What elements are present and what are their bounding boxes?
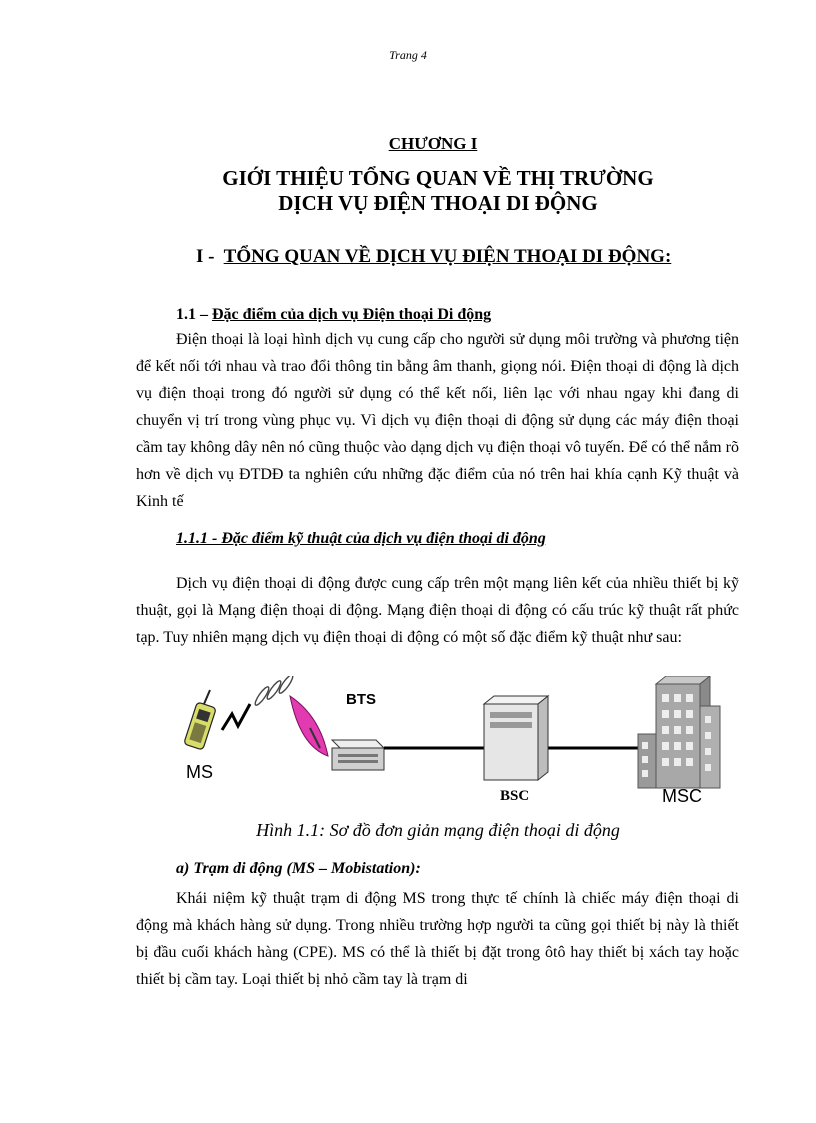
label-bsc: BSC — [500, 788, 530, 804]
label-ms: MS — [186, 762, 213, 782]
heading-mobile-station: a) Trạm di động (MS – Mobistation): — [176, 860, 421, 877]
chapter-title — [0, 166, 816, 216]
paragraph-mobile-station: Khái niệm kỹ thuật trạm di động MS trong thực tế chính là chiếc máy điện thoại di động mà khách hàng sử dụng. Trong nhiều trường hợp người ta cũng gọi thiết bị này là thiết bị đầu cuối khách hàng (CPE). MS có thể là thiết bị đặt trong ôtô hay thiết bị xách tay hoặc thiết bị cầm tay. Loại thiết bị nhỏ cầm tay là trạm di — [136, 890, 739, 988]
subsection-heading — [176, 306, 491, 324]
mobile-phone-icon — [184, 690, 217, 750]
subsubsection-heading: 1.1.1 - Đặc điểm kỹ thuật của dịch vụ điện thoại di động — [176, 530, 546, 547]
radio-wave-icon — [222, 704, 250, 730]
subsection-number: 1.1 – — [176, 306, 208, 323]
signal-arcs-icon — [253, 676, 295, 707]
chapter-title-line-1: GIỚI THIỆU TỔNG QUAN VỀ THỊ TRƯỜNG — [222, 166, 654, 190]
section-prefix: I - — [196, 246, 215, 267]
page-number: Trang 4 — [389, 48, 427, 62]
chapter-title-line-2: DỊCH VỤ ĐIỆN THOẠI DI ĐỘNG — [278, 191, 598, 215]
figure-caption: Hình 1.1: Sơ đồ đơn giản mạng điện thoại di động — [256, 820, 620, 840]
section-title: TỔNG QUAN VỀ DỊCH VỤ ĐIỆN THOẠI DI ĐỘNG: — [223, 246, 672, 267]
bts-equipment-icon — [332, 740, 384, 770]
label-bts: BTS — [346, 691, 376, 708]
network-diagram — [170, 676, 750, 816]
subsection-title: Đặc điểm của dịch vụ Điện thoại Di động — [212, 306, 492, 323]
msc-building-icon — [638, 676, 720, 788]
paragraph-intro: Điện thoại là loại hình dịch vụ cung cấp cho người sử dụng môi trường và phương tiện để kết nối tới nhau và trao đổi thông tin bằng âm thanh, giọng nói. Điện thoại di động là dịch vụ điện thoại trong đó người sử dụng có thể kết nối, liên lạc với nhau ngay khi đang di chuyển vị trí trong vùng phục vụ. Vì dịch vụ điện thoại di động sử dụng các máy điện thoại cầm tay không dây nên nó cũng thuộc vào dạng dịch vụ điện thoại vô tuyến. Để có thể nắm rõ hơn về dịch vụ ĐTDĐ ta nghiên cứu những đặc điểm của nó trên hai khía cạnh Kỹ thuật và Kinh tế — [136, 331, 739, 510]
bsc-cabinet-icon — [484, 696, 548, 780]
chapter-heading: CHƯƠNG I — [388, 134, 478, 153]
paragraph-technical: Dịch vụ điện thoại di động được cung cấp trên một mạng liên kết của nhiều thiết bị kỹ thuật, gọi là Mạng điện thoại di động. Mạng điện thoại di động có cấu trúc kỹ thuật rất phức tạp. Tuy nhiên mạng dịch vụ điện thoại di động có một số đặc điểm kỹ thuật như sau: — [136, 575, 739, 646]
label-msc: MSC — [662, 786, 702, 806]
section-heading — [196, 246, 671, 268]
satellite-dish-icon — [290, 696, 328, 756]
